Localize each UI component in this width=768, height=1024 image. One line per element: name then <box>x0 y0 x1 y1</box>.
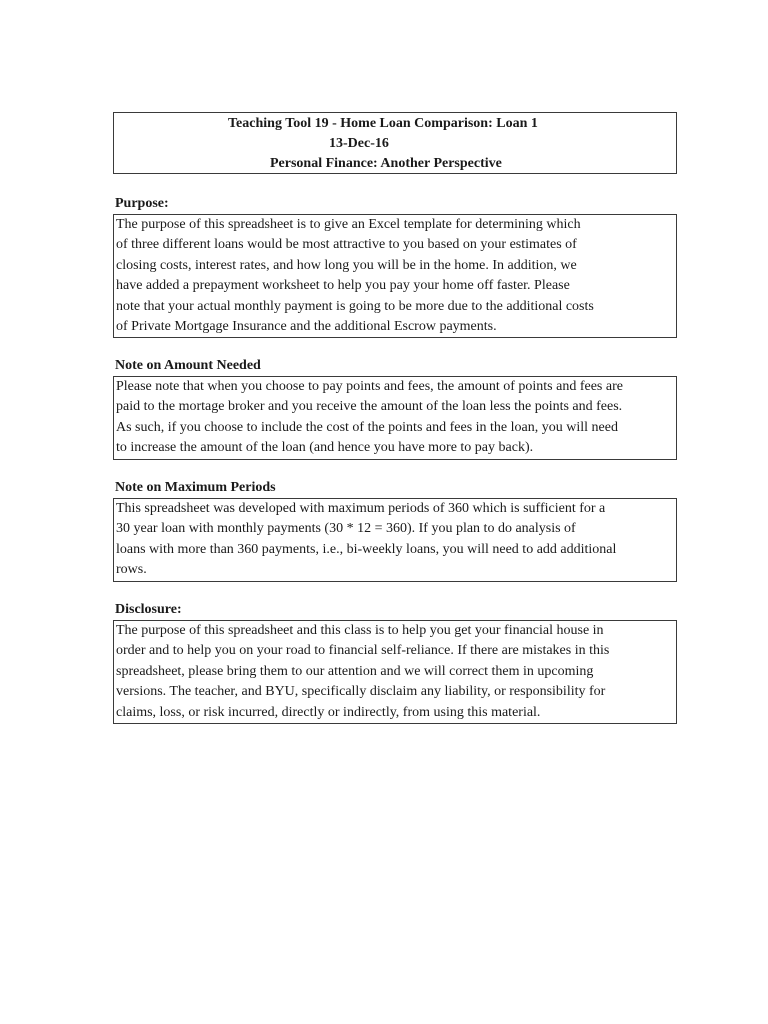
purpose-box <box>113 214 677 338</box>
purpose-label: Purpose: <box>115 196 169 211</box>
amount-needed-label: Note on Amount Needed <box>115 358 261 373</box>
amount-needed-line: As such, if you choose to include the cost of the points and fees in the loan, you will need <box>116 419 618 435</box>
maximum-periods-line: This spreadsheet was developed with maximum periods of 360 which is sufficient for a <box>116 501 606 516</box>
purpose-line: have added a prepayment worksheet to help you pay your home off faster. Please <box>116 278 570 294</box>
amount-needed-line: Please note that when you choose to pay points and fees, the amount of points and fees are <box>116 379 623 394</box>
maximum-periods-line: rows. <box>116 562 147 578</box>
disclosure-box <box>113 620 677 724</box>
purpose-line: note that your actual monthly payment is going to be more due to the additional costs <box>116 298 594 314</box>
disclosure-line: spreadsheet, please bring them to our attention and we will correct them in upcoming <box>116 663 594 679</box>
disclosure-line: The purpose of this spreadsheet and this class is to help you get your financial house in <box>116 623 604 638</box>
purpose-line: of three different loans would be most attractive to you based on your estimates of <box>116 237 577 253</box>
document-date: 13-Dec-16 <box>329 136 389 151</box>
maximum-periods-label: Note on Maximum Periods <box>115 480 276 495</box>
amount-needed-line: paid to the mortage broker and you receive the amount of the loan less the points and fees. <box>116 399 623 415</box>
purpose-line: closing costs, interest rates, and how long you will be in the home. In addition, we <box>116 257 577 273</box>
amount-needed-box <box>113 376 677 460</box>
disclosure-line: claims, loss, or risk incurred, directly or indirectly, from using this material. <box>116 704 541 720</box>
document-subtitle: Personal Finance: Another Perspective <box>270 156 502 171</box>
disclosure-line: versions. The teacher, and BYU, specifically disclaim any liability, or responsibility for <box>116 684 606 700</box>
maximum-periods-line: loans with more than 360 payments, i.e., bi-weekly loans, you will need to add additional <box>116 541 617 557</box>
maximum-periods-box <box>113 498 677 582</box>
disclosure-label: Disclosure: <box>115 602 182 617</box>
amount-needed-line: to increase the amount of the loan (and hence you have more to pay back). <box>116 440 534 456</box>
document-title: Teaching Tool 19 - Home Loan Comparison: Loan 1 <box>228 116 538 131</box>
header-box <box>113 112 677 174</box>
disclosure-line: order and to help you on your road to financial self-reliance. If there are mistakes in this <box>116 643 610 659</box>
purpose-line: The purpose of this spreadsheet is to give an Excel template for determining which <box>116 217 581 232</box>
purpose-line: of Private Mortgage Insurance and the additional Escrow payments. <box>116 319 497 335</box>
maximum-periods-line: 30 year loan with monthly payments (30 * 12 = 360). If you plan to do analysis of <box>116 521 576 537</box>
